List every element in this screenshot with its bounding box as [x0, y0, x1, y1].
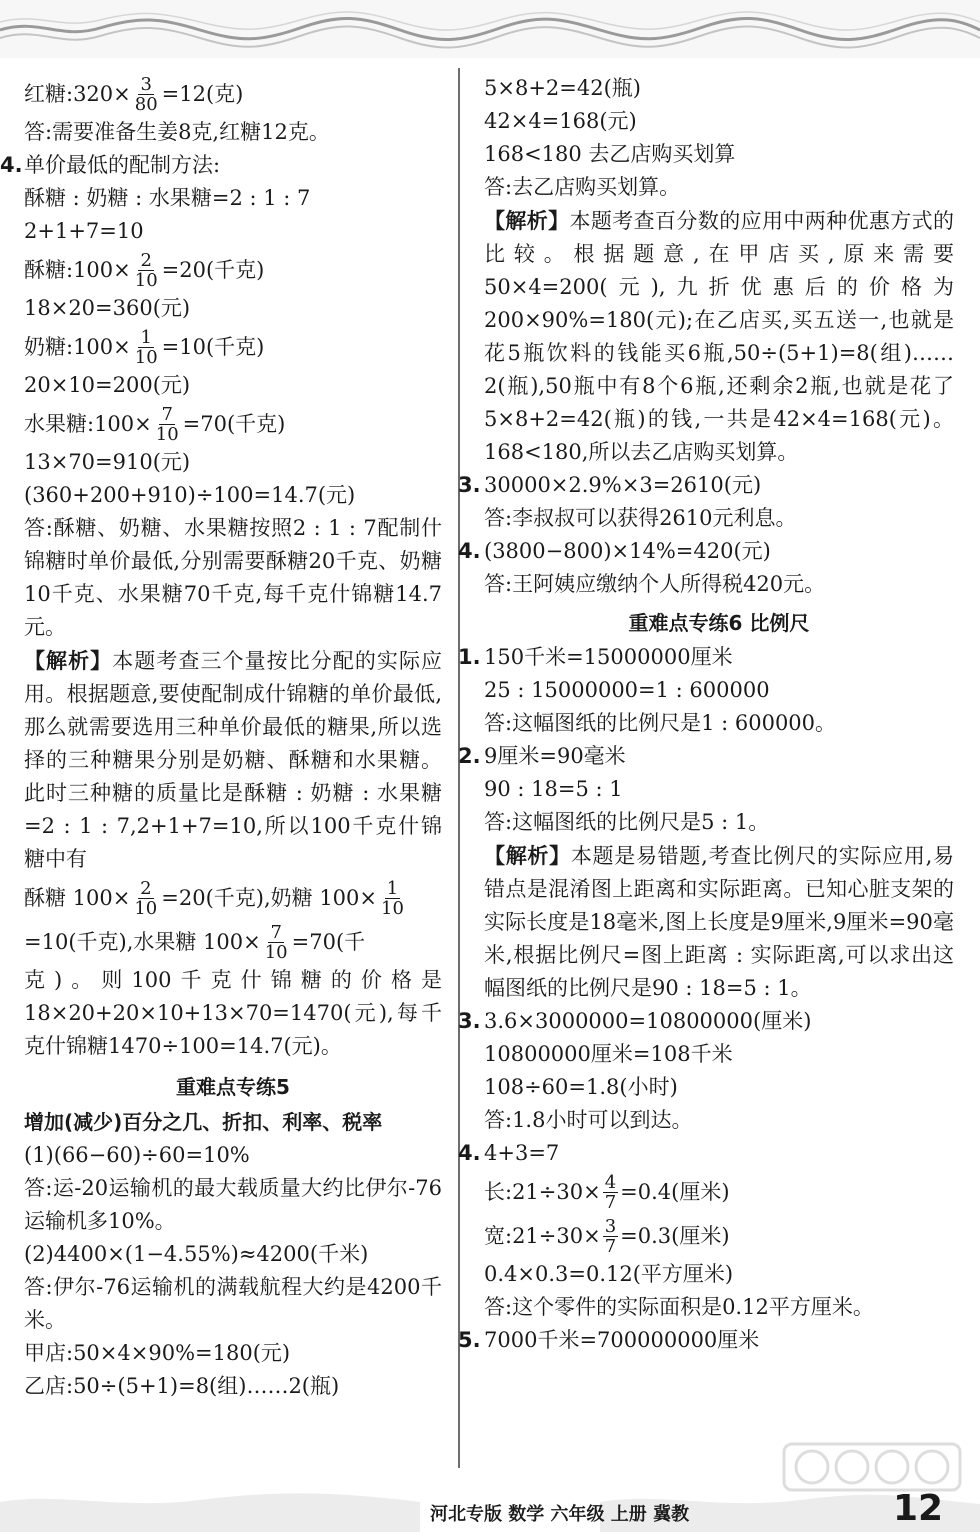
numerator: 1 — [140, 326, 152, 348]
section-5-subtitle: 增加(减少)百分之几、折扣、利率、税率 — [24, 1110, 383, 1134]
expr-text: 红糖:320× — [24, 81, 131, 106]
question-number: 2. — [458, 744, 481, 768]
calc-line: 18×20=360(元) — [24, 296, 191, 320]
calc-line: 13×70=910(元) — [24, 450, 191, 474]
calc-line: 乙店:50÷(5+1)=8(组)……2(瓶) — [24, 1374, 340, 1398]
calc-text: 9厘米=90毫米 — [484, 744, 626, 768]
numerator: 3 — [140, 73, 152, 95]
calc-line: 90 : 18=5 : 1 — [484, 777, 623, 801]
answer-line: 答:1.8小时可以到达。 — [484, 1108, 693, 1132]
denominator: 10 — [155, 423, 179, 445]
expr-text: 酥糖:100× — [24, 257, 131, 282]
sutang-line — [24, 248, 442, 292]
question-number: 1. — [458, 645, 481, 669]
analysis-text: 本题考查三个量按比分配的实际应用。根据题意,要使配制成什锦糖的单价最低,那么就需要选用三种单价最低的糖果,所以选择的三种糖果分别是奶糖、酥糖和水果糖。此时三种糖的质量比是酥糖 : 奶糖 : 水果糖=2 : 1 : 7,2+1+7=10,所以100千克什锦糖中有 — [24, 649, 443, 871]
numerator: 2 — [140, 249, 152, 271]
denominator: 10 — [134, 269, 158, 291]
answer-paragraph: 答:这个零件的实际面积是0.12平方厘米。 — [484, 1295, 874, 1319]
expr-text: =0.3(厘米) — [620, 1223, 730, 1248]
analysis-tag: 【解析】 — [484, 843, 571, 868]
problem-2 — [458, 740, 954, 773]
fraction — [603, 1173, 618, 1212]
calc-line: (360+200+910)÷100=14.7(元) — [24, 483, 356, 507]
section-6-title: 重难点专练6 比例尺 — [628, 611, 810, 635]
expr-text: =12(克) — [161, 81, 244, 106]
question-4 — [458, 535, 954, 568]
fraction — [154, 405, 181, 444]
answer-line: 答:去乙店购买划算。 — [484, 175, 681, 199]
left-column — [0, 72, 443, 1403]
expr-text: =10(千克),水果糖 100× — [24, 929, 261, 954]
calc-line: 5×8+2=42(瓶) — [484, 76, 641, 100]
fraction — [263, 923, 290, 962]
expr-text: =20(千克) — [161, 257, 265, 282]
hongtang-line — [24, 72, 442, 116]
question-title: 单价最低的配制方法: — [24, 153, 221, 177]
expr-text: 水果糖:100× — [24, 411, 152, 436]
denominator: 10 — [381, 897, 404, 919]
analysis-fraction-line — [24, 876, 442, 920]
numerator: 2 — [140, 877, 152, 899]
calc-line: (2)4400×(1−4.55%)≈4200(千米) — [24, 1242, 369, 1266]
answer-line: 答:李叔叔可以获得2610元利息。 — [484, 506, 797, 530]
fraction — [133, 75, 160, 114]
analysis-paragraph — [484, 204, 954, 469]
shuiguotang-line — [24, 402, 442, 446]
fraction — [133, 328, 160, 367]
footer-edition: 河北专版 数学 六年级 上册 冀教 — [430, 1504, 690, 1525]
denominator: 7 — [604, 1235, 617, 1257]
right-column — [458, 72, 955, 1357]
expr-text: 奶糖:100× — [24, 334, 131, 359]
answer-line: 答:这幅图纸的比例尺是1 : 600000。 — [484, 711, 837, 735]
calc-text: 4+3=7 — [484, 1141, 560, 1165]
denominator: 80 — [134, 93, 158, 115]
problem-4 — [458, 1137, 954, 1170]
calc-line: 42×4=168(元) — [484, 109, 637, 133]
calc-line: 168<180 去乙店购买划算 — [484, 142, 736, 166]
numerator: 3 — [604, 1215, 617, 1237]
question-number: 3. — [458, 473, 481, 497]
question-number: 5. — [458, 1328, 481, 1352]
question-3 — [458, 469, 954, 502]
section-5-title: 重难点专练5 — [176, 1075, 290, 1099]
question-4 — [0, 149, 442, 182]
question-number: 4. — [458, 539, 481, 563]
problem-1 — [458, 641, 954, 674]
analysis-text: 本题考查百分数的应用中两种优惠方式的比较。根据题意,在甲店买,原来需要50×4=200(元),九折优惠后的价格为200×90%=180(元);在乙店买,买五送一,也就是花5瓶饮料的钱能买6瓶,50÷(5+1)=8(组)……2(瓶),50瓶中有8个6瓶,还剩余2瓶,也就是花了5×8+2=42(瓶)的钱,一共是42×4=168(元)。168<180,所以去乙店购买划算。 — [484, 209, 955, 464]
answer-paragraph: 答:酥糖、奶糖、水果糖按照2 : 1 : 7配制什锦糖时单价最低,分别需要酥糖20千克、奶糖10千克、水果糖70千克,每千克什锦糖14.7元。 — [24, 516, 442, 639]
numerator: 7 — [161, 403, 173, 425]
watermark-logo — [782, 1442, 962, 1492]
decorative-top-band — [0, 0, 980, 58]
analysis-tag: 【解析】 — [484, 208, 570, 233]
denominator: 7 — [604, 1191, 617, 1213]
answer-paragraph: 答:运-20运输机的最大载质量大约比伊尔-76运输机多10%。 — [24, 1176, 442, 1233]
chang-line — [484, 1170, 954, 1214]
expr-text: 酥糖 100× — [24, 885, 131, 910]
calc-line: 10800000厘米=108千米 — [484, 1042, 733, 1066]
expr-text: =0.4(厘米) — [620, 1179, 730, 1204]
fraction — [379, 879, 406, 918]
answer-line: 答:王阿姨应缴纳个人所得税420元。 — [484, 572, 826, 596]
expr-text: =20(千克),奶糖 100× — [161, 885, 377, 910]
denominator: 10 — [134, 346, 158, 368]
calc-text: 150千米=15000000厘米 — [484, 645, 733, 669]
naitang-line — [24, 325, 442, 369]
sum-line: 2+1+7=10 — [24, 219, 144, 243]
ratio-line: 酥糖 : 奶糖 : 水果糖=2 : 1 : 7 — [24, 186, 311, 210]
denominator: 10 — [134, 897, 158, 919]
problem-3 — [458, 1005, 954, 1038]
fraction — [132, 879, 159, 918]
expr-text: 长:21÷30× — [484, 1179, 601, 1204]
problem-5 — [458, 1324, 954, 1357]
numerator: 1 — [386, 877, 399, 899]
calc-text: (3800−800)×14%=420(元) — [484, 539, 771, 563]
expr-text: =70(千克) — [182, 411, 286, 436]
calc-line: 25 : 15000000=1 : 600000 — [484, 678, 770, 702]
answer-paragraph: 答:伊尔-76运输机的满载航程大约是4200千米。 — [24, 1275, 442, 1332]
question-number: 3. — [458, 1009, 481, 1033]
calc-line: (1)(66−60)÷60=10% — [24, 1143, 250, 1167]
analysis-paragraph — [24, 644, 442, 876]
analysis-paragraph-cont: 克)。则100千克什锦糖的价格是18×20+20×10+13×70=1470(元),每千克什锦糖1470÷100=14.7(元)。 — [24, 968, 442, 1058]
analysis-paragraph — [484, 839, 954, 1005]
answer-line: 答:这幅图纸的比例尺是5 : 1。 — [484, 810, 770, 834]
calc-text: 7000千米=700000000厘米 — [484, 1328, 760, 1352]
calc-text: 30000×2.9%×3=2610(元) — [484, 473, 762, 497]
calc-line: 甲店:50×4×90%=180(元) — [24, 1341, 291, 1365]
question-number: 4. — [458, 1141, 481, 1165]
expr-text: =10(千克) — [161, 334, 265, 359]
numerator: 4 — [604, 1171, 617, 1193]
analysis-fraction-line — [24, 920, 442, 964]
numerator: 7 — [270, 921, 282, 943]
expr-text: =70(千 — [291, 929, 366, 954]
calc-line: 108÷60=1.8(小时) — [484, 1075, 678, 1099]
calc-line: 20×10=200(元) — [24, 373, 191, 397]
question-number: 4. — [0, 153, 23, 177]
denominator: 10 — [264, 941, 288, 963]
page-number: 12 — [893, 1488, 944, 1529]
fraction — [133, 251, 160, 290]
kuan-line — [484, 1214, 954, 1258]
analysis-tag: 【解析】 — [24, 648, 113, 673]
calc-text: 3.6×3000000=10800000(厘米) — [484, 1009, 812, 1033]
answer-line: 答:需要准备生姜8克,红糖12克。 — [24, 120, 330, 144]
fraction — [603, 1217, 618, 1256]
calc-line: 0.4×0.3=0.12(平方厘米) — [484, 1262, 734, 1286]
analysis-text: 本题是易错题,考查比例尺的实际应用,易错点是混淆图上距离和实际距离。已知心脏支架的实际长度是18毫米,图上长度是9厘米,9厘米=90毫米,根据比例尺=图上距离 : 实际距离,可以求出这幅图纸的比例尺是90 : 18=5 : 1。 — [484, 844, 954, 1000]
expr-text: 宽:21÷30× — [484, 1223, 601, 1248]
